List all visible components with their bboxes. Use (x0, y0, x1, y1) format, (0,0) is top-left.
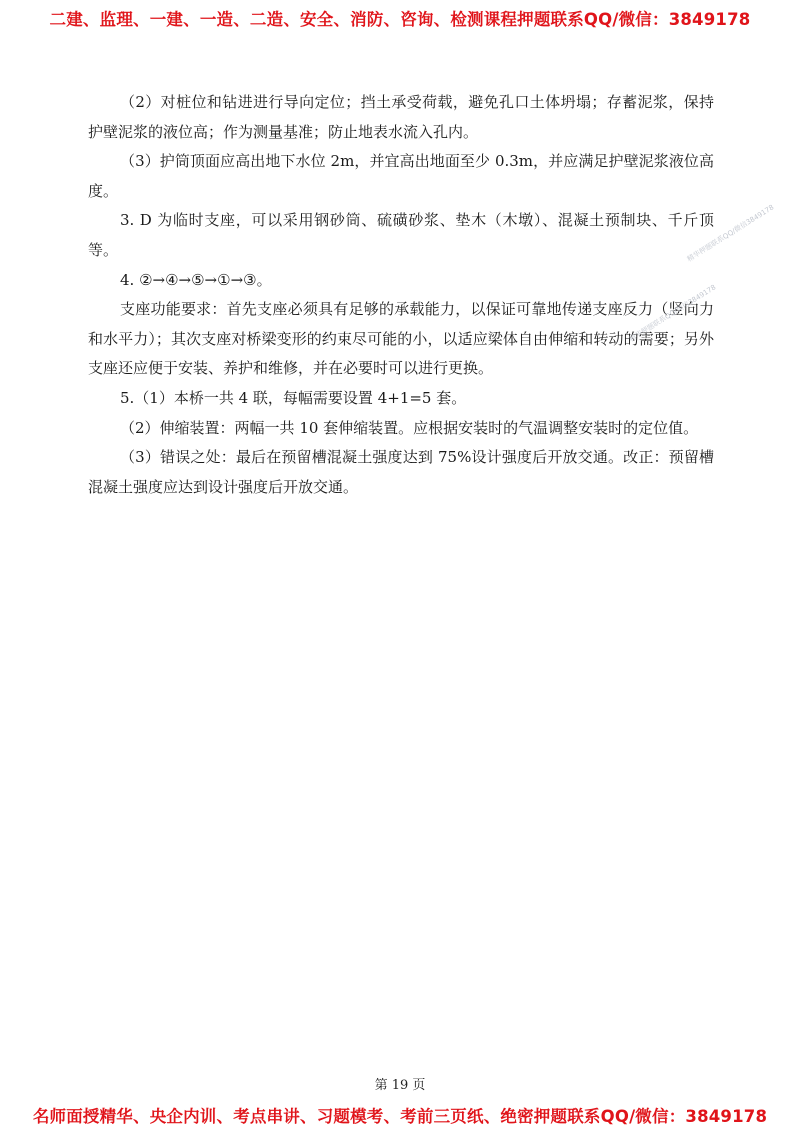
page-number: 第 19 页 (374, 1078, 426, 1093)
faint-watermark: 精华押题联系QQ/微信3849178 (627, 283, 718, 344)
paragraph-temporary-support: 3. D 为临时支座，可以采用钢砂筒、硫磺砂浆、垫木（木墩）、混凝土预制块、千斤顶等。 (88, 211, 714, 259)
document-body (88, 88, 714, 502)
paragraph-expansion-devices: （2）伸缩装置：两幅一共 10 套伸缩装置。应根据安装时的气温调整安装时的定位值。 (120, 418, 699, 437)
footer-promo-banner: 名师面授精华、央企内训、考点串讲、习题模考、考前三页纸、绝密押题联系QQ/微信：3849178 (32, 1107, 768, 1126)
paragraph-bearing-requirements: 支座功能要求：首先支座必须具有足够的承载能力，以保证可靠地传递支座反力（竖向力和水平力）；其次支座对桥梁变形的约束尽可能的小，以适应梁体自由伸缩和转动的需要；另外支座还应便于安装、养护和维修，并在必要时可以进行更换。 (88, 300, 714, 378)
paragraph-sequence-answer: 4. ②→④→⑤→①→③。 (120, 270, 272, 289)
paragraph-casing-height: （3）护筒顶面应高出地下水位 2m，并宜高出地面至少 0.3m，并应满足护壁泥浆液位高度。 (88, 152, 714, 200)
paragraph-casing-functions: （2）对桩位和钻进进行导向定位；挡土承受荷载，避免孔口土体坍塌；存蓄泥浆，保持护壁泥浆的液位高；作为测量基准；防止地表水流入孔内。 (88, 93, 714, 141)
faint-watermark: 精华押题联系QQ/微信3849178 (685, 203, 776, 264)
paragraph-expansion-sets: 5.（1）本桥一共 4 联，每幅需要设置 4+1=5 套。 (120, 388, 467, 407)
header-promo-banner: 二建、监理、一建、一造、二造、安全、消防、咨询、检测课程押题联系QQ/微信：3849178 (49, 10, 751, 29)
paragraph-error-correction: （3）错误之处：最后在预留槽混凝土强度达到 75%设计强度后开放交通。改正：预留槽混凝土强度应达到设计强度后开放交通。 (88, 448, 714, 496)
